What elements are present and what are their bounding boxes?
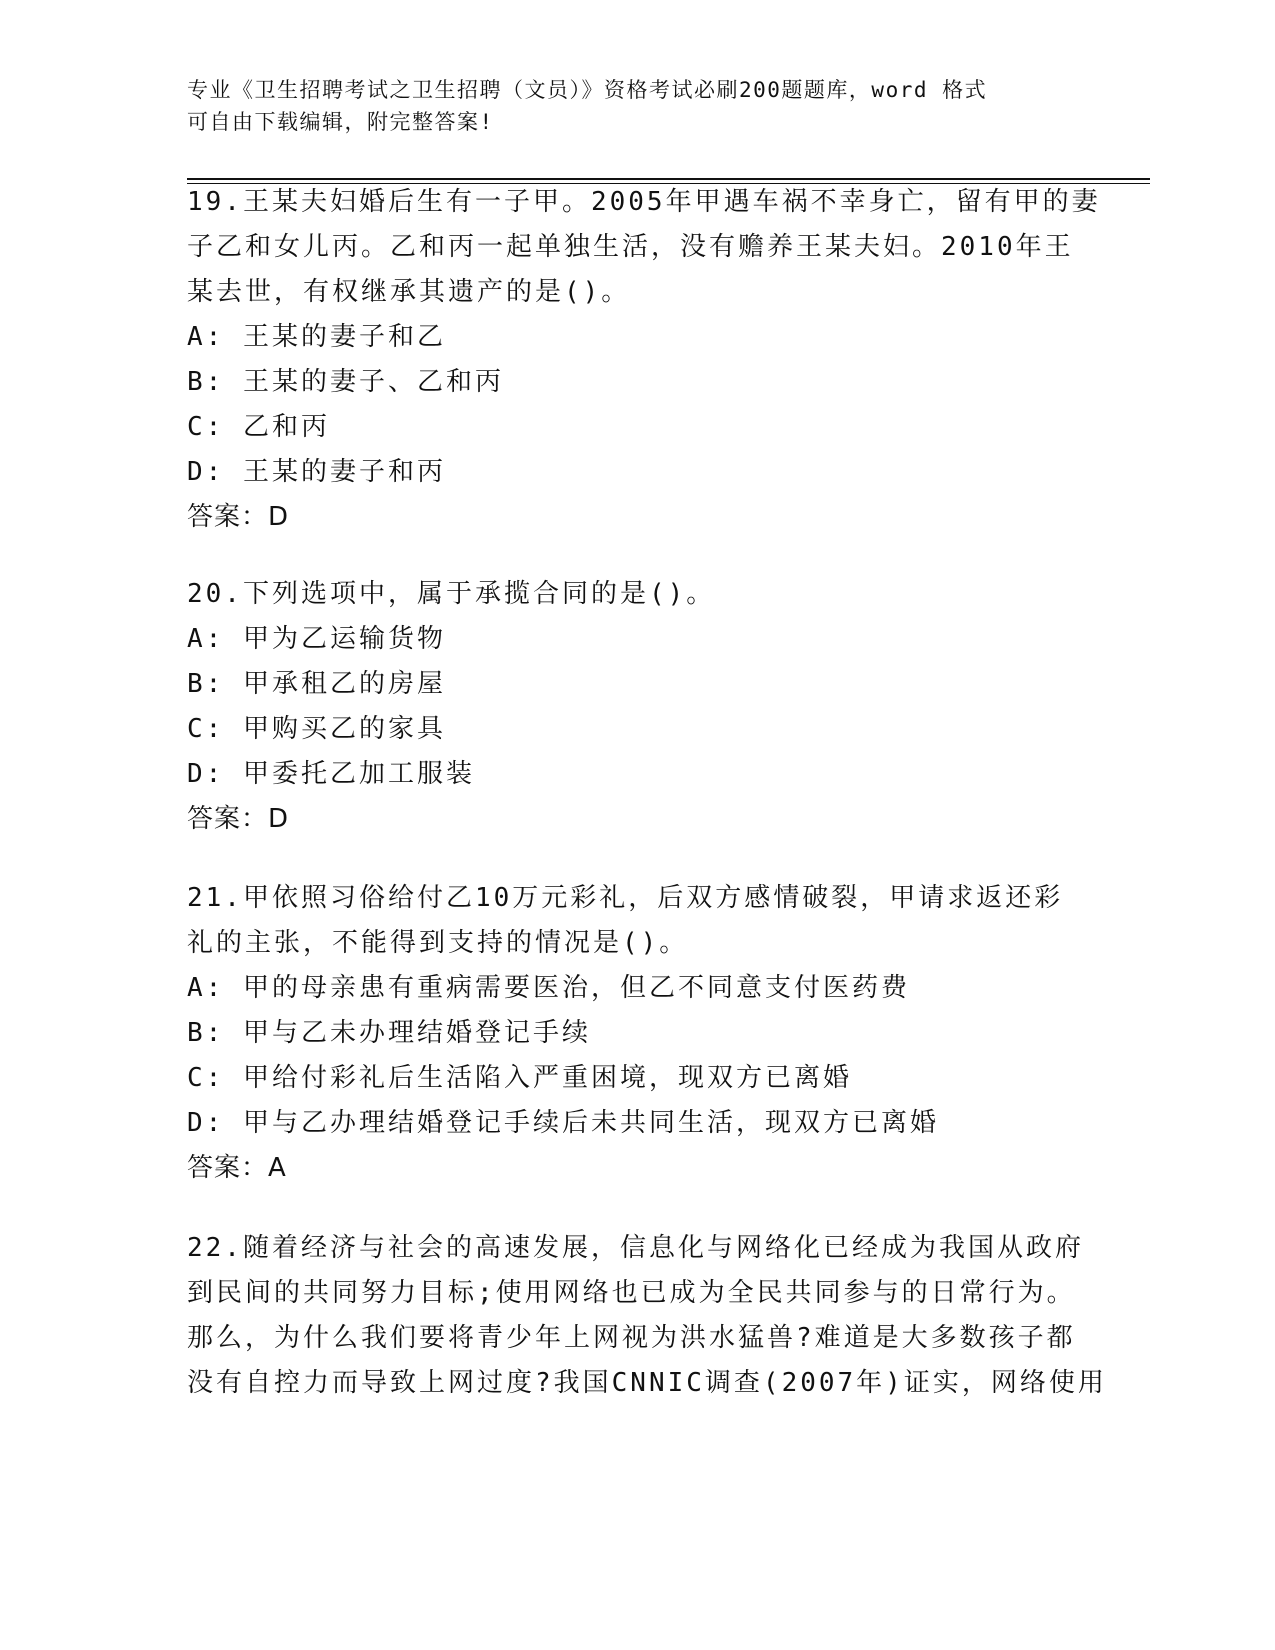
question-22 (187, 1226, 1107, 1406)
option-a: A: 甲为乙运输货物 (187, 624, 446, 654)
question-stem-line: 19.王某夫妇婚后生有一子甲。2005年甲遇车祸不幸身亡，留有甲的妻 (187, 187, 1101, 217)
option-b: B: 甲与乙未办理结婚登记手续 (187, 1018, 591, 1048)
document-header (187, 74, 1067, 138)
question-stem-line: 子乙和女儿丙。乙和丙一起单独生活，没有赡养王某夫妇。2010年王 (187, 232, 1074, 262)
question-stem-line: 21.甲依照习俗给付乙10万元彩礼，后双方感情破裂，甲请求返还彩 (187, 883, 1064, 913)
answer: 答案：D (187, 502, 290, 532)
question-stem-line: 某去世，有权继承其遗产的是()。 (187, 277, 631, 307)
answer: 答案：D (187, 804, 290, 834)
question-stem-line: 到民间的共同努力目标;使用网络也已成为全民共同参与的日常行为。 (187, 1278, 1076, 1308)
question-21 (187, 876, 1087, 1191)
option-c: C: 乙和丙 (187, 412, 330, 442)
question-19 (187, 180, 1101, 540)
option-b: B: 王某的妻子、乙和丙 (187, 367, 504, 397)
question-stem-line: 22.随着经济与社会的高速发展，信息化与网络化已经成为我国从政府 (187, 1233, 1084, 1263)
question-stem-line: 礼的主张，不能得到支持的情况是()。 (187, 928, 689, 958)
question-stem-line: 那么，为什么我们要将青少年上网视为洪水猛兽?难道是大多数孩子都 (187, 1323, 1076, 1353)
question-stem-line: 20.下列选项中，属于承揽合同的是()。 (187, 579, 716, 609)
option-c: C: 甲给付彩礼后生活陷入严重困境，现双方已离婚 (187, 1063, 852, 1093)
option-a: A: 甲的母亲患有重病需要医治，但乙不同意支付医药费 (187, 973, 910, 1003)
option-d: D: 甲与乙办理结婚登记手续后未共同生活，现双方已离婚 (187, 1108, 939, 1138)
question-20 (187, 572, 1087, 842)
option-d: D: 甲委托乙加工服装 (187, 759, 475, 789)
header-line-2: 可自由下载编辑，附完整答案! (187, 110, 494, 134)
header-line-1: 专业《卫生招聘考试之卫生招聘（文员）》资格考试必刷200题题库，word 格式 (187, 78, 988, 102)
answer: 答案：A (187, 1153, 287, 1183)
option-b: B: 甲承租乙的房屋 (187, 669, 446, 699)
option-a: A: 王某的妻子和乙 (187, 322, 446, 352)
option-c: C: 甲购买乙的家具 (187, 714, 446, 744)
option-d: D: 王某的妻子和丙 (187, 457, 446, 487)
question-stem-line: 没有自控力而导致上网过度?我国CNNIC调查(2007年)证实，网络使用 (187, 1368, 1107, 1398)
